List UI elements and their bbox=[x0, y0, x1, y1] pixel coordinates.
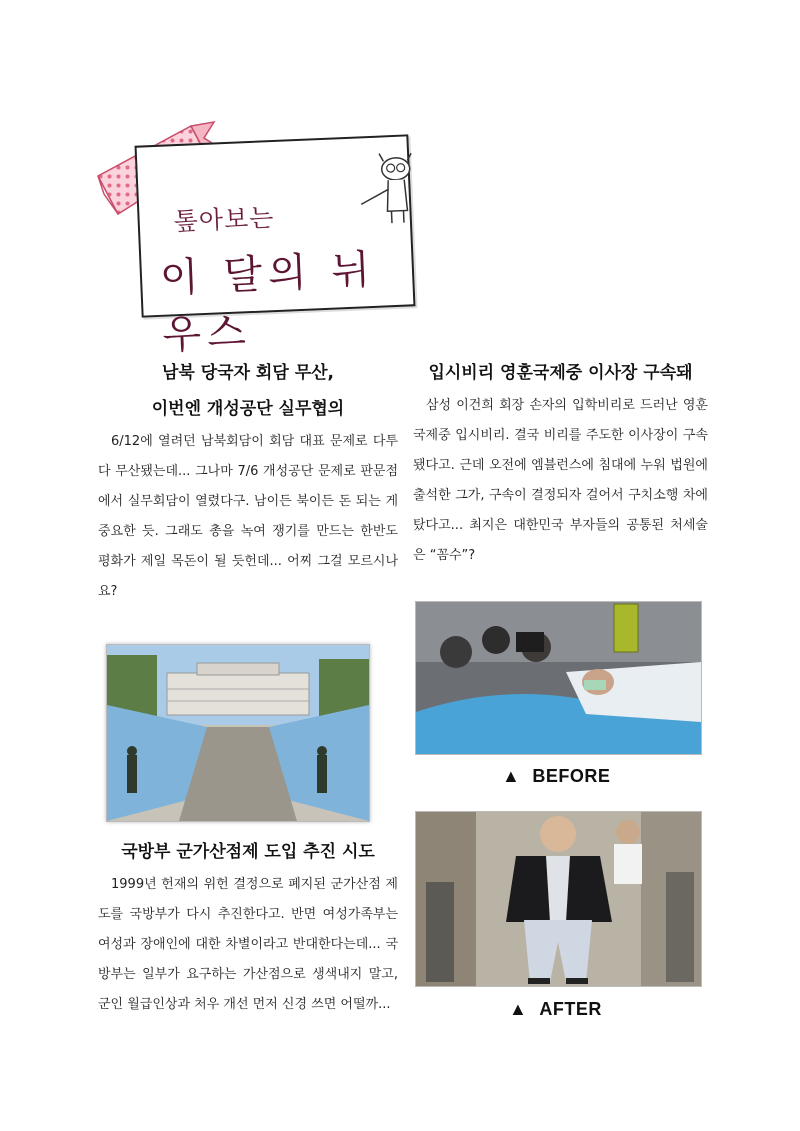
triangle-icon: ▲ bbox=[509, 999, 528, 1019]
article-military-points bbox=[98, 834, 398, 1020]
article-headline-line-1: 남북 당국자 회담 무산, bbox=[161, 363, 334, 383]
title-box bbox=[135, 134, 416, 359]
after-caption bbox=[509, 999, 602, 1020]
article-body: 1999년 헌재의 위헌 결정으로 폐지된 군가산점 제도를 국방부가 다시 추진한다고. 반면 여성가족부는 여성과 장애인에 대한 차별이라고 반대한다는데... 국방부는 일부가 요구하는 가산점으로 생색내지 말고, 군인 월급인상과 처우 개선 먼저 신경 쓰면 어떨까... bbox=[98, 877, 398, 1012]
after-label: AFTER bbox=[539, 999, 602, 1019]
article-admission-scandal bbox=[413, 355, 708, 571]
mascot-icon bbox=[347, 148, 420, 231]
page-title: 이 달의 뉘우스 bbox=[159, 246, 377, 359]
article-body: 삼성 이건희 회장 손자의 입학비리로 드러난 영훈국제중 입시비리. 결국 비리를 주도한 이사장이 구속됐다고. 근데 오전에 엠블런스에 침대에 누워 법원에 출석한 그가, 구속이 결정되자 걸어서 구치소행 차에 탔다고... 최지은 대한민국 부자들의 공통된 처세술은 “꼼수”? bbox=[413, 398, 708, 563]
before-label: BEFORE bbox=[532, 766, 611, 786]
triangle-icon: ▲ bbox=[502, 766, 521, 786]
page-header bbox=[96, 118, 426, 359]
before-caption bbox=[502, 766, 610, 787]
after-photo bbox=[415, 811, 702, 987]
before-photo bbox=[415, 601, 702, 755]
article-headline: 입시비리 영훈국제중 이사장 구속돼 bbox=[428, 363, 693, 383]
article-headline: 국방부 군가산점제 도입 추진 시도 bbox=[121, 842, 375, 862]
panmunjom-photo bbox=[106, 644, 370, 822]
title-subtitle: 톺아보는 bbox=[173, 203, 275, 237]
article-inter-korean-talks bbox=[98, 355, 398, 607]
article-body: 6/12에 열려던 남북회담이 회담 대표 문제로 다투다 무산됐는데... 그나마 7/6 개성공단 문제로 판문점에서 실무회담이 열렸다구. 남이든 북이든 돈 되는 게 중요한 듯. 그래도 총을 녹여 쟁기를 만드는 한반도 평화가 제일 목돈이 될 듯헌데... 어찌 그걸 모르시나요? bbox=[98, 434, 398, 599]
article-headline-line-2: 이번엔 개성공단 실무협의 bbox=[151, 399, 345, 419]
